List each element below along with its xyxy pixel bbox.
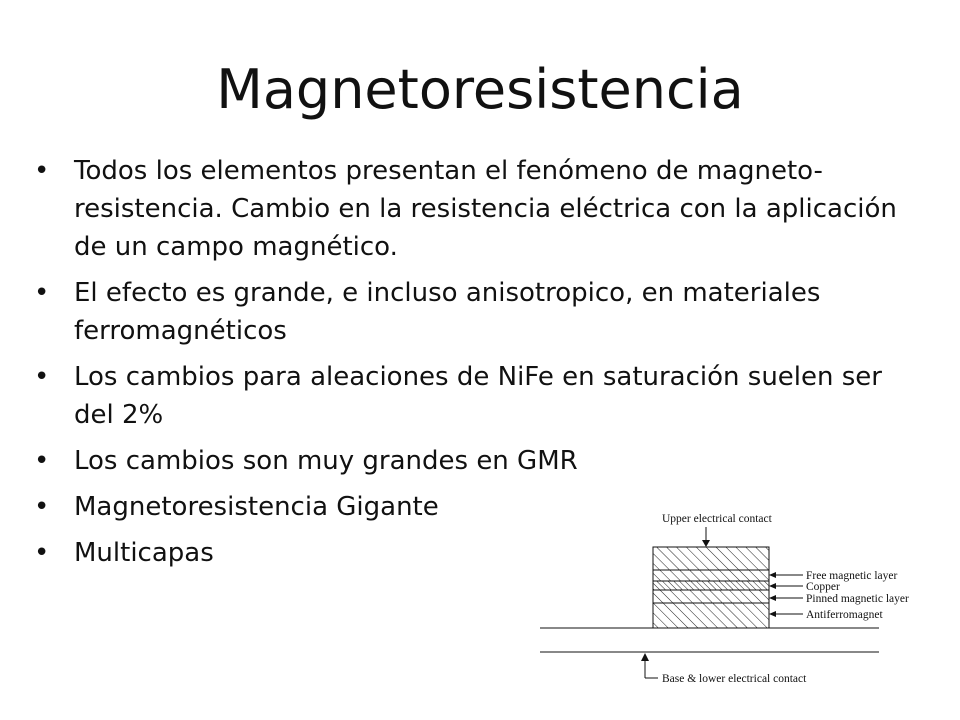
label-free-layer: Free magnetic layer <box>806 570 898 582</box>
label-base-contact: Base & lower electrical contact <box>662 673 807 685</box>
label-copper: Copper <box>806 581 840 593</box>
layer-copper <box>653 581 769 590</box>
arrowhead-left-icon <box>769 572 776 578</box>
bullet-dot-icon: • <box>34 362 50 392</box>
bullet-dot-icon: • <box>34 278 50 308</box>
bullet-dot-icon: • <box>34 492 50 522</box>
layer-free-magnetic <box>653 570 769 581</box>
layer-pinned-magnetic <box>653 590 769 603</box>
arrowhead-left-icon <box>769 611 776 617</box>
bullet-text: Los cambios son muy grandes en GMR <box>74 446 578 476</box>
gmr-layer-diagram <box>536 506 936 692</box>
layer-upper-contact <box>653 547 769 570</box>
bullet-text: Multicapas <box>74 538 214 568</box>
label-pinned-layer: Pinned magnetic layer <box>806 593 909 605</box>
bullet-dot-icon: • <box>34 538 50 568</box>
arrowhead-left-icon <box>769 595 776 601</box>
bullet-item <box>34 152 924 266</box>
bullet-item <box>34 358 924 434</box>
arrowhead-down-icon <box>702 540 710 547</box>
bullet-dot-icon: • <box>34 156 50 186</box>
label-antiferromagnet: Antiferromagnet <box>806 609 883 621</box>
layer-antiferromagnet <box>653 603 769 628</box>
label-upper-contact: Upper electrical contact <box>662 513 772 525</box>
bullet-text: Magnetoresistencia Gigante <box>74 492 439 522</box>
bullet-dot-icon: • <box>34 446 50 476</box>
bullet-text: Todos los elementos presentan el fenómeno de magneto-resistencia. Cambio en la resistencia eléctrica con la aplicación de un campo magnético. <box>74 156 897 262</box>
bullet-text: El efecto es grande, e incluso anisotropico, en materiales ferromagnéticos <box>74 278 821 346</box>
slide-title: Magnetoresistencia <box>216 58 744 121</box>
bullet-text: Los cambios para aleaciones de NiFe en saturación suelen ser del 2% <box>74 362 882 430</box>
bullet-item <box>34 442 924 480</box>
arrowhead-up-icon <box>641 653 649 661</box>
bullet-item <box>34 274 924 350</box>
arrowhead-left-icon <box>769 583 776 589</box>
